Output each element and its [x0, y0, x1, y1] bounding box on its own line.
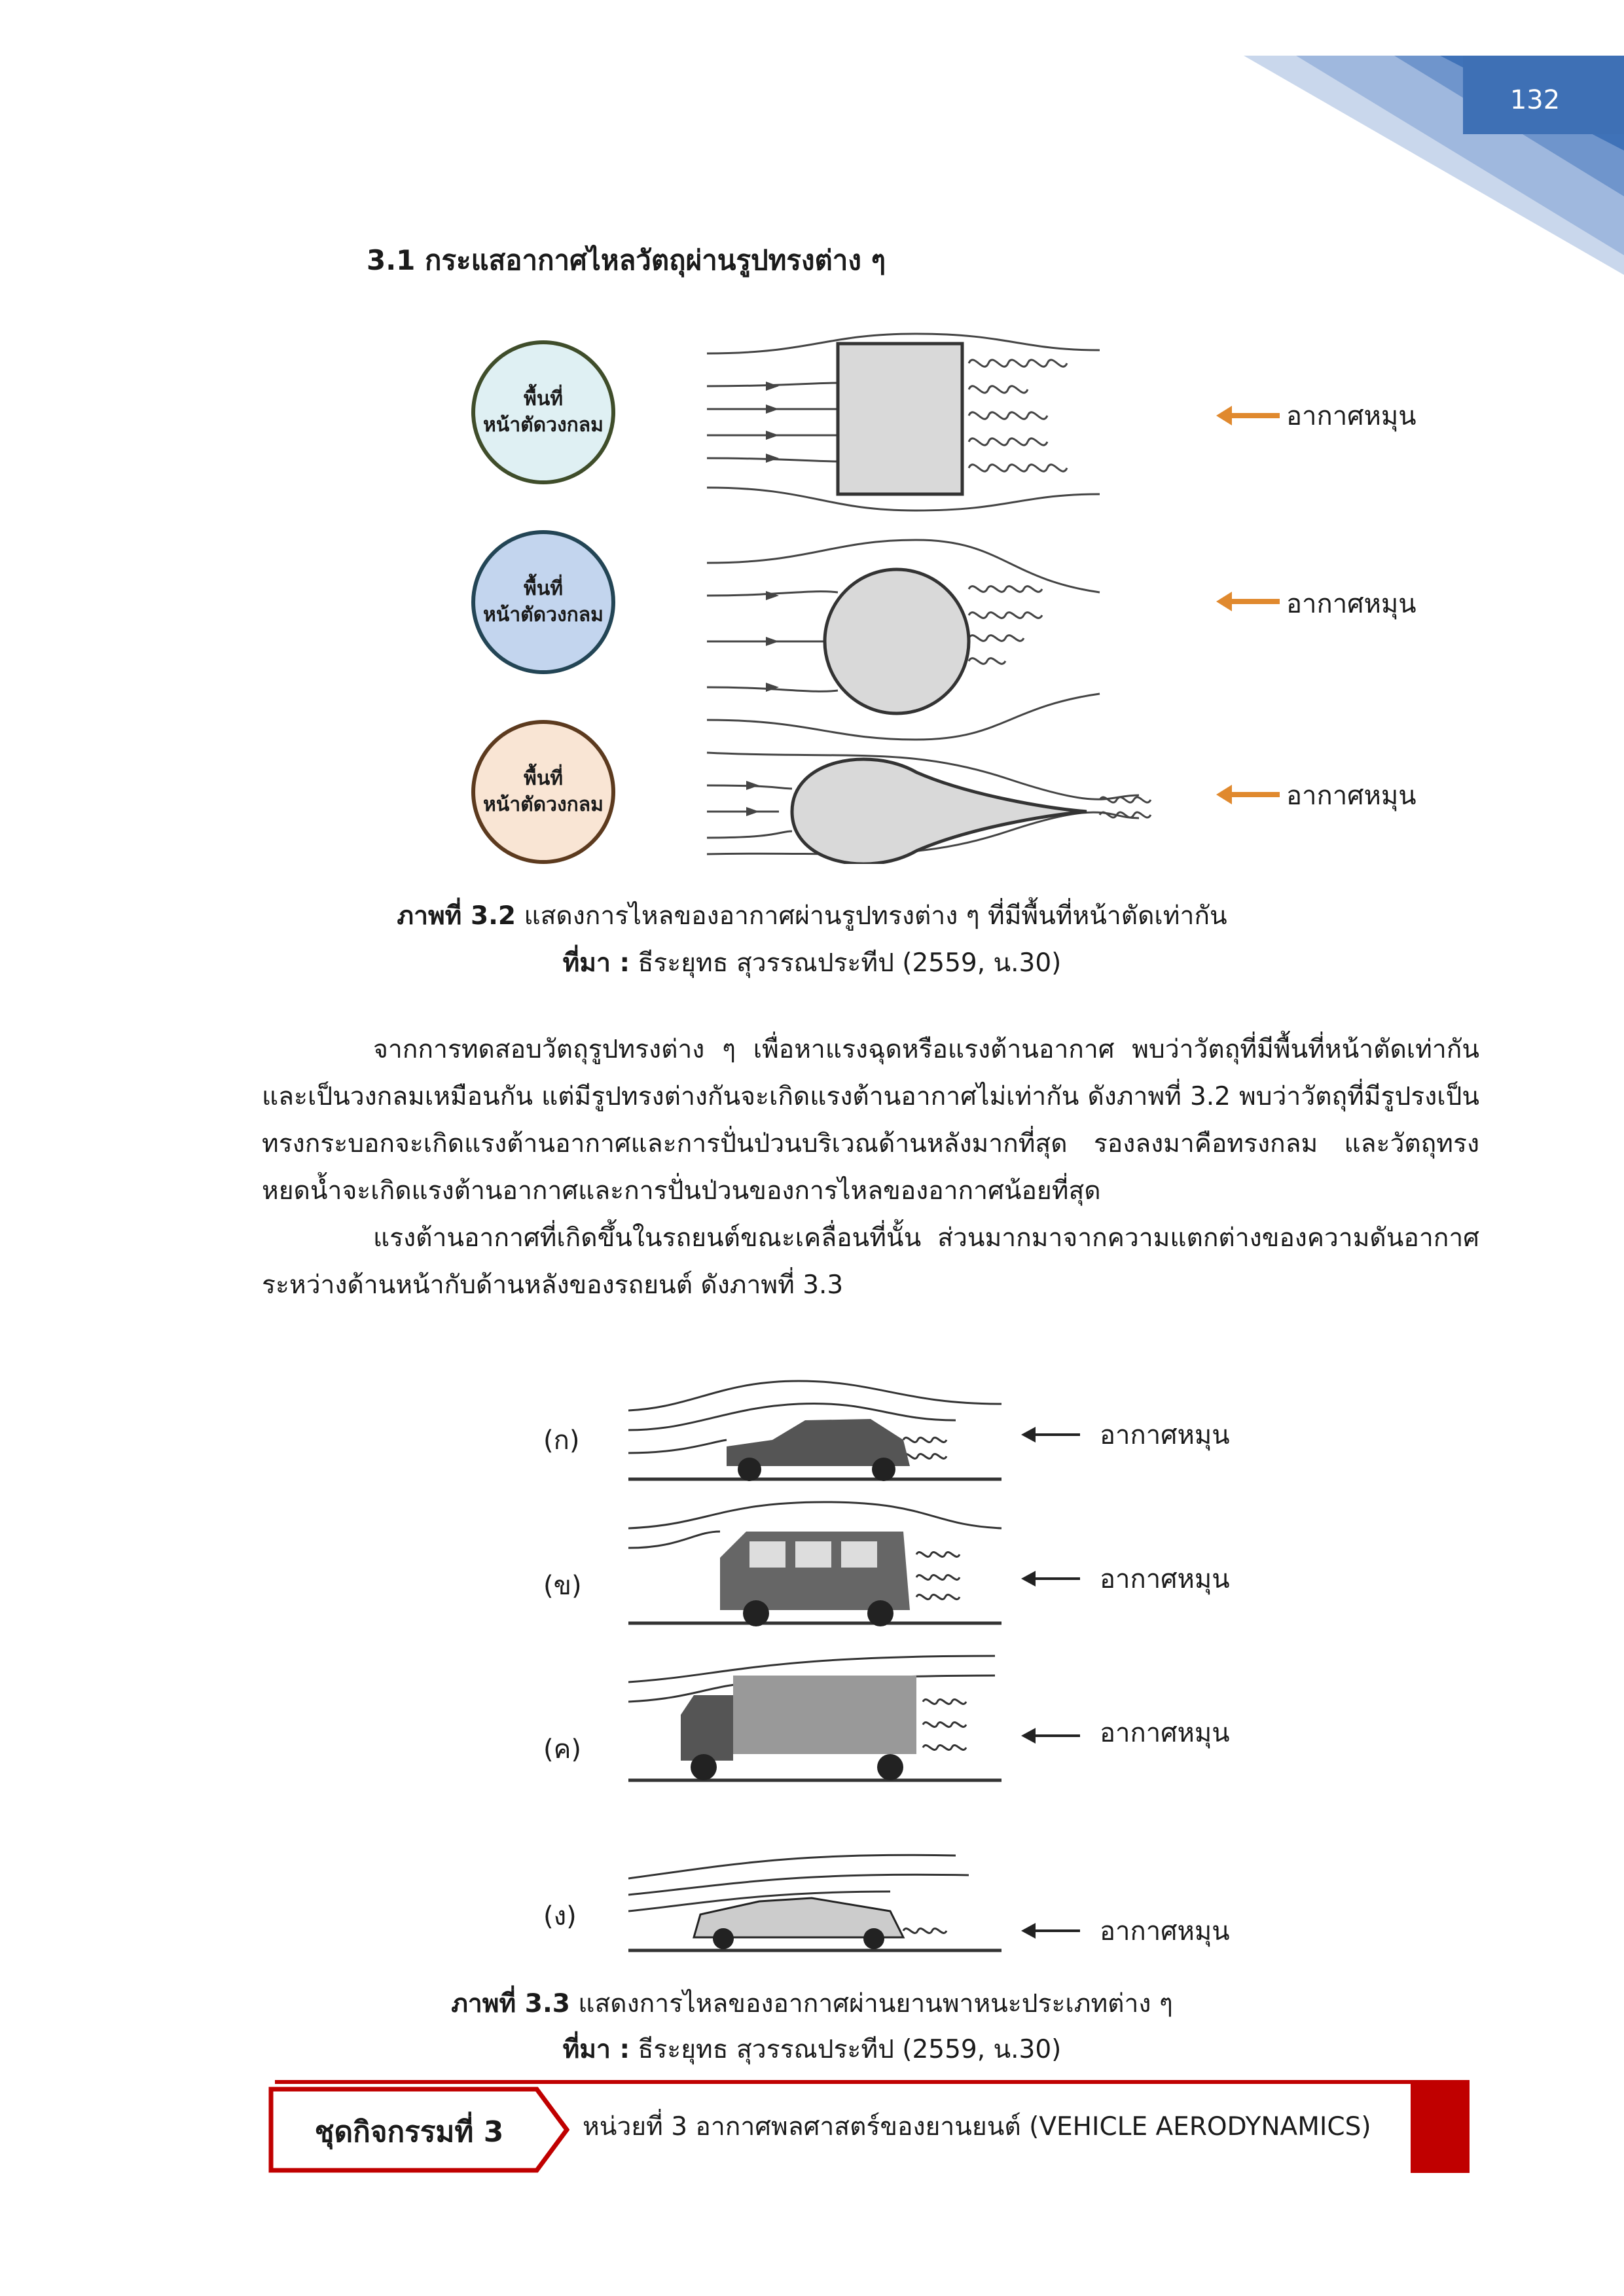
- vehicle-label: (ง): [543, 1901, 577, 1931]
- vehicle-label: (ค): [543, 1734, 581, 1765]
- caption-text: แสดงการไหลของอากาศผ่านยานพาหนะประเภทต่าง ๆ: [569, 1989, 1173, 2018]
- badge-line1: พื้นที่: [523, 766, 564, 790]
- caption-label: ภาพที่ 3.3: [451, 1989, 570, 2018]
- badge-line2: หน้าตัดวงกลม: [483, 414, 604, 437]
- figure-caption: [0, 895, 1624, 936]
- arrow-left-icon: [1231, 413, 1280, 418]
- vehicle-label: (ก): [543, 1426, 580, 1456]
- source-text: ธีระยุทธ สุวรรณประทีป (2559, น.30): [630, 2035, 1062, 2064]
- swirl-label: อากาศหมุน: [1100, 1718, 1230, 1748]
- caption-label: ภาพที่ 3.2: [397, 901, 516, 931]
- area-badge-circle: [471, 530, 615, 674]
- footer-title: ชุดกิจกรรมที่ 3: [314, 2115, 504, 2149]
- badge-line1: พื้นที่: [523, 577, 564, 600]
- shape-flow-diagram: [681, 327, 1270, 864]
- figure-source: [0, 942, 1624, 983]
- badge-line1: พื้นที่: [523, 387, 564, 410]
- arrow-left-icon: [1231, 792, 1280, 797]
- arrow-left-icon: [1034, 1577, 1080, 1580]
- footer-unit: หน่วยที่ 3 อากาศพลศาสตร์ของยานยนต์ (VEHICLE AERODYNAMICS): [583, 2112, 1371, 2142]
- source-text: ธีระยุทธ สุวรรณประทีป (2559, น.30): [630, 948, 1062, 978]
- arrow-left-icon: [1034, 1929, 1080, 1932]
- paragraph: แรงต้านอากาศที่เกิดขึ้นในรถยนต์ขณะเคลื่อนที่นั้น ส่วนมากมาจากความแตกต่างของความดันอากาศระหว่างด้านหน้ากับด้านหลังของรถยนต์ ดังภาพที่ 3.3: [262, 1223, 1479, 1300]
- swirl-label: อากาศหมุน: [1100, 1420, 1230, 1450]
- arrow-left-icon: [1231, 599, 1280, 604]
- source-label: ที่มา :: [562, 2035, 630, 2064]
- swirl-label: อากาศหมุน: [1100, 1564, 1230, 1594]
- area-badge-drop: [471, 720, 615, 864]
- section-heading: 3.1 กระแสอากาศไหลวัตถุผ่านรูปทรงต่าง ๆ: [367, 244, 886, 276]
- page-number: 132: [1509, 85, 1561, 115]
- badge-line2: หน้าตัดวงกลม: [483, 793, 604, 816]
- body-text: [262, 1026, 1479, 1309]
- paragraph: จากการทดสอบวัตถุรูปทรงต่าง ๆ เพื่อหาแรงฉุดหรือแรงต้านอากาศ พบว่าวัตถุที่มีพื้นที่หน้าตัดเท่ากันและเป็นวงกลมเหมือนกัน แต่มีรูปทรงต่างกันจะเกิดแรงต้านอากาศไม่เท่ากัน ดังภาพที่ 3.2 พบว่าวัตถุที่มีรูปรงเป็นทรงกระบอกจะเกิดแรงต้านอากาศและการปั่นป่วนบริเวณด้านหลังมากที่สุด รองลงมาคือทรงกลม และวัตถุทรงหยดน้ำจะเกิดแรงต้านอากาศและการปั่นป่วนของการไหลของอากาศน้อยที่สุด: [262, 1035, 1479, 1206]
- footer-accent-block: [1411, 2080, 1470, 2173]
- corner-decoration: [1244, 0, 1624, 275]
- swirl-label: อากาศหมุน: [1286, 589, 1416, 619]
- source-label: ที่มา :: [562, 948, 630, 978]
- figure-source: [0, 2029, 1624, 2070]
- arrow-left-icon: [1034, 1734, 1080, 1737]
- figure-caption: [0, 1983, 1624, 2024]
- arrow-left-icon: [1034, 1433, 1080, 1436]
- footer-rule: [275, 2080, 1466, 2084]
- caption-text: แสดงการไหลของอากาศผ่านรูปทรงต่าง ๆ ที่มีพื้นที่หน้าตัดเท่ากัน: [516, 901, 1227, 931]
- badge-line2: หน้าตัดวงกลม: [483, 603, 604, 626]
- swirl-label: อากาศหมุน: [1100, 1916, 1230, 1946]
- vehicle-label: (ข): [543, 1571, 582, 1601]
- swirl-label: อากาศหมุน: [1286, 781, 1416, 811]
- area-badge-square: [471, 340, 615, 484]
- swirl-label: อากาศหมุน: [1286, 401, 1416, 431]
- vehicle-flow-diagram: [628, 1368, 1060, 1957]
